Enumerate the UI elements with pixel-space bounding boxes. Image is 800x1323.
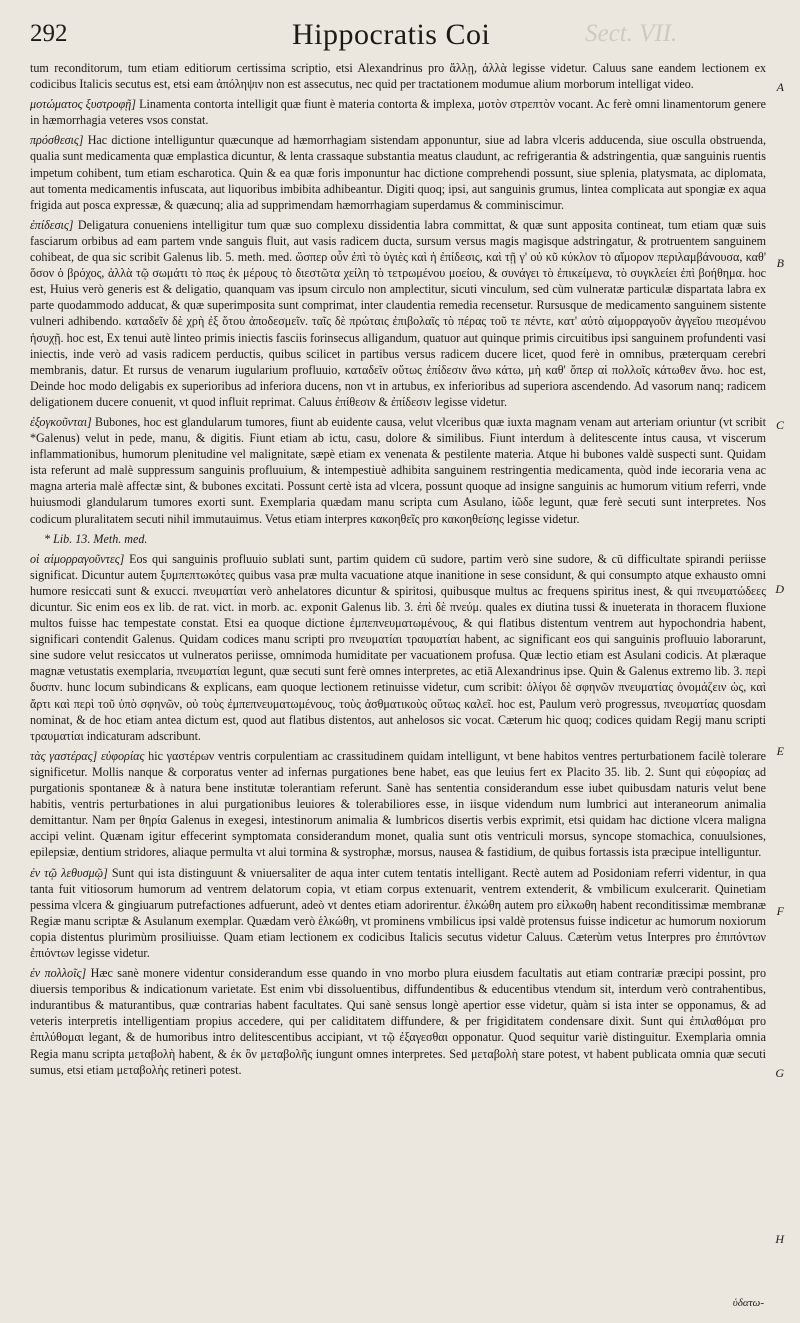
commentary-paragraph (30, 96, 766, 128)
commentary-paragraph (30, 132, 766, 212)
page-header (30, 14, 766, 60)
lemma: ἐν πολλοῖς] (30, 966, 87, 981)
margin-letter-c: C (775, 418, 784, 432)
paragraph-text: Deligatura conueniens intelligitur tum quæ suo complexu dissidentia labra committat, & quæ sunt apposita contineat, tum etiam quæ suis fasciarum orbibus ad eam partem vnde sanguis fluit, aut vasis radicem ducta, sursum versus magis magisque adstringatur, & protruentem sanguinem cohibeat, de qua sic scribit Galenus lib. 5. meth. med. ὥσπερ οὖν ἐπὶ τὸ ὑγιὲς καὶ ἡ ἐπίδεσις, καὶ τῇ γ' οὐ κῦ κύκλον τὸ αἵμορον περιλαμβάνουσα, καθ' ὅσον ὁ βρόχος, ἀλλὰ τῷ σωμάτι τὸ πως ἐκ μέρους τὸ διεστῶτα χείλη τὸ τετρωμένου μοείου, & συνάγει τὸ ἐπικείμενα, τὸ συγκλείει ἐπὶ βοήθημα. hoc est, Huius verò generis est & deligatio, quanquam vas ipsum circulo non amplectitur, sicuti vinculum, sed cùm vulneratæ particulæ dispartata labra ex parte quodammodo adducat, & quæ superimposita sunt comprimat, inter claudentia remedia recensetur. Rursusque de medicamento sanguinem sistente vulneri adhibendo. καταδεῖν δὲ χρὴ ἐξ ὅτου ἀποδεσμεῖν. ταῖς δὲ πρώταις ἐπιβολαῖς τὸ πέρας τοῦ τε πέντε, κατ' αὐτὸ αἱμορραγοῦν ἀγγεῖου πιεσμένου ἡσυχῇ. hoc est, Ex tenui autè linteo primis iniectis fasciis forinsecus alligandum, quatuor aut quinque primis circuitibus ipsi sanguinem profundenti vasi iniectis, inde verò ad vasis radicem perductis, quibus scilicet in partibus versus radicem ducere licet, quod ferè in omnibus, præterquam cerebri membranis, datur. Et rursus de venarum iugularium profluuio, καταδεῖν οὕτως ἐπίδεσιν ἄνω κάτω, μὴ καθ' ὅπερ αἱ πολλοῖς κάτωθεν ἄνω. hoc est, Deinde hoc modo deligabis ex superioribus ad inferiora ducens, non vt in artubus, ex inferioribus ad superiora ascendendo. Ad vasorum nanq; radicem deligationem ducere conuenit, vt quod influit reprimat. Caluus ἐπίθεσιν & ἐπίδεσιν legisse videtur. (30, 217, 766, 409)
margin-letter-e: E (776, 744, 784, 758)
lemma: πρόσθεσις] (30, 133, 84, 148)
paragraph-text: * Lib. 13. Meth. med. (44, 531, 148, 546)
running-title: Hippocratis Coi (292, 18, 491, 51)
margin-letter-f: F (776, 904, 784, 918)
paragraph-text: Hæc sanè monere videntur considerandum esse quando in vno morbo plura eiusdem facultatis aut etiam contrariæ præcipi possint, pro diuersis temporibus & indicationum varietate. Est enim vbi dissoluentibus, diffundentibus & educentibus vtendum sit, interdum verò contrahentibus, indurantibus & maturantibus, quæ contrarias habent facultates. Qui sanè sensus longè apertior esse videtur, quàm si ista inter se opponamus, & ad veteris interpretis intelligentiam propius accedere, qui per caliditatem diffundere, & per frigiditatem condensare dixit. Sunt qui ἐπιλαθόμαι pro ἐπιλύθομαι legant, & de humoribus intro delitescentibus accipiant, vt τῷ ἐξαγεσθαι opponatur. Quod sequitur variè distinguitur. Exemplaria omnia Regia manu scripta μεταβολὴ habent, & ἐκ ὃν μεταβολῆς iungunt omnes interpretes. Sed μεταβολὴ stare potest, vt habent publicata omnia quæ secuti sumus, etsi etiam μεταβολὴς retineri potest. (30, 966, 767, 1077)
commentary-paragraph (30, 965, 766, 1078)
show-through-title: Sect. VII. (585, 20, 678, 47)
margin-letter-b: B (776, 256, 784, 270)
catchword: ὑδατω- (732, 1297, 764, 1309)
commentary-paragraph (30, 748, 766, 861)
commentary-paragraph (30, 551, 766, 744)
paragraph-text: Bubones, hoc est glandularum tumores, fiunt ab euidente causa, velut vlceribus quæ iuxta magnam venam aut arteriam oriuntur (vt scribit *Galenus) velut in pede, manu, & digitis. Fiunt etiam ab ictu, casu, dolore & similibus. Fiunt interdum à delitescente intus causa, vt viscerum inflammationibus, humorum plenitudine vel malignitate, sæpè etiam ex venenata & pestilente materia. Atque hi bubones valdè suspecti sunt. Quidam ista referunt ad malè suppressum sanguinis profluuium, & intempestiuè adhibita sanguinem restringentia medicamenta, quòd inde iecoraria vena ac magna arteria malè affectæ sint, & bubones excitati. Possunt certè ista ad vlcera, possunt quoque ad insigne sanguinis ac humorum vitium referri, vnde huiusmodi glandularum tumores exorti sunt. Exemplaria quædam manu scripta cum Asulano, ἰῶδε legunt, quæ ferè secuti sunt interpretes. Nos codicum pluralitatem secuti nihil immutauimus. Vetus etiam interpres κακοηθεῖς pro κακοηθείσης legisse videtur. (30, 414, 766, 526)
margin-letter-g: G (775, 1066, 784, 1080)
paragraph-text: Eos qui sanguinis profluuio sublati sunt, partim quidem cū sudore, partim verò sine sudore, & cū difficultate spirandi periisse significat. Dicuntur autem ξυμπεπτωκότες quibus vasa præ multa vacuatione atque inanitione in sese considunt, & qui consumpto atque exhausto omni humore resiccati sunt & exucci. πνευματίαι verò anhelatores dicuntur & spiritosi, quibusque multus ac frequens spiritus inest, & qui πνευματώδεες dicuntur. Sic enim eos ex lib. de rat. vict. in morb. ac. exponit Galenus lib. 3. ἐπὶ δὲ πνεύμ. quales ex diutina tussi & inueterata in thoracem fluxione multos fuisse hac tempestate constat. Etsi ea quoque dictione ἐμπεπνευματωμένους, & qui flatibus distentum ventrem aut hypochondria habent, significari contendit Galenus. Quidam codices manu scripti pro πνευματίαι τραυματίαι habent, ac significant eos qui sanguinis profluuio laborarunt, sine sudore velut resiccatos ut vulneratos periisse, omnimoda humiditate per vacuationem profusa. Quæ lectio etiam est Asulani codicis. At plæraque magnæ vetustatis exemplaria, πνευματίαι legunt, quæ secuti sunt ferè omnes interpretes, ac etiā Alexandrinus ipse. Quin & Galenus extremo lib. 3. περὶ δυσπν. hunc locum subindicans & explicans, eam quoque lectionem retinuisse videtur, cum scribit: ὀλίγοι δὲ σφηνῶν πνευματίας ὀνομάζειν ὡς, καὶ ἄρτι καὶ περὶ τοῦ ὑπὸ σφηνῶν, οὐ τοὺς ἐμπεπνευματωμένους, τοὺς ἀσθματικοὺς οὕτως καλεῖ. hoc est, Paulum verò progressus, πνευματίας quosdam nominat, & de hoc etiam antea dictum est, quod aut flatibus distentos, aut anhelosos sic vocat. Cæterum hic quoq; codices quidam Regij manu scripti τραυματίαι indicaturam adscribunt. (30, 551, 766, 743)
margin-letter-d: D (775, 582, 784, 596)
margin-letter-a: A (776, 80, 784, 94)
commentary-body (30, 60, 766, 1078)
margin-letter-h: H (775, 1232, 784, 1246)
lemma: ἐπίδεσις] (30, 217, 74, 232)
paragraph-text: Linamenta contorta intelligit quæ fiunt è materia contorta & implexa, μοτὸν στρεπτὸν vocant. Ac ferè omni linamentorum genere in hæmorrhagia veteres vsos constat. (30, 97, 766, 128)
commentary-paragraph (30, 865, 766, 962)
commentary-paragraph (30, 414, 766, 527)
paragraph-text: Hac dictione intelliguntur quæcunque ad hæmorrhagiam sistendam apponuntur, siue ad labra vlceris adducenda, siue osculla obstruenda, qualia sunt medicamenta quæ emplastica dicuntur, & lenta crassaque substantia meatus claudunt, ac refrigerantia & adstringentia, quæ sanguinis ruentis impetum cohibent, tum etiam escharotica. Quin & ea quæ foris imponuntur hac dictione comprehendi possunt, siue splenia, platysmata, ac diplomata, aut tomenta medicamentis infuscata, aut liquoribus imbibita adhibeantur. Digiti quoq; ipsi, aut sanguinis grumus, lintea complicata aut spongiæ ex aqua frigida aut posca expressæ, & quæcunq; alia ad supprimendam hæmorrhagiam superdamus & comminiscimur. (30, 133, 766, 212)
lemma: τὰς γαστέρας] εὐφορίας (30, 748, 145, 763)
reference-note (44, 531, 766, 547)
lemma: ἐν τῷ λεθυσμῷ] (30, 865, 108, 880)
lemma: ἐξογκοῦνται] (30, 414, 92, 429)
paragraph-text: hic γαστέρων ventris corpulentiam ac crassitudinem quidam intelligunt, vt bene habitos ventres perturbationem facilè tolerare significetur. Mollis nanque & corporatus venter ad infernas purgationes bene habet, eas que leuius fert ex Placito 35. lib. 2. Sunt qui εὐφορίας ad purgationis spontaneæ & à natura bene institutæ tolerantiam referunt. Sanè has sententia considerandum esse iubet quibusdam naturis velut bene habitis, ventris perturbationes in alui purgationibus leuiores & tolerabiliores esse, in iisque videndum num lumbrici aut interaneorum animalia demittantur. Nam per θηρία Galenus in exegesi, intestinorum animalia & lumbricos disertis verbis exprimit, etsi quidam hac dictione vlcera maligna accipi velint. Quænam igitur effecerint symptomata considerandum monet, qualia sunt otis ventriculi morsus, syncope stomachica, conuulsiones, epilepsiæ, dentium stridores, aliaque permulta vt alui tormina & systrophæ, morsus, nausea & fastidium, de quibus fortassis ista præcipue intelliguntur. (30, 748, 766, 860)
paragraph-text: tum reconditorum, tum etiam editiorum certissima scriptio, etsi Alexandrinus pro ἄλλῃ, ἀλλὰ legisse videtur. Caluus sane eandem lectionem ex codicibus Italicis secutus est, etsi eam ἀπόληψιν non est assecutus, nec quid per tractationem modumue alium morborum intelligat video. (30, 61, 766, 92)
commentary-paragraph (30, 60, 766, 92)
commentary-paragraph (30, 217, 766, 410)
paragraph-text: Sunt qui ista distinguunt & vniuersaliter de aqua inter cutem tentatis intelligant. Rectè autem ad Posidoniam referri videntur, in qua tanta fuit vitiosorum humorum ad ventrem delatorum copia, vt etiam corpus extenuarit, ventrem extenderit, & vmbilicum exulcerarit. Quinetiam pessima vlcera & gingiuarum putrefactiones adfuerunt, adeò vt dentes etiam adorirentur. ἑλκώθη autem pro εἰλκωθη habent reconditissimæ membranæ Regiæ manu scriptæ & Asulanum exemplar. Quædam verò ἑλκώθη, vt prominens vmbilicus ipsi valdè protensus fuisse indicetur ac humorum noxiorum copia distentus plurimùm prosiliuisse. Quam etiam lectionem ex codicibus Italicis secutus videtur Caluus. Cæterùm vetus Interpres pro ἐπιπόντων ἐπιόντων legisse videtur. (30, 865, 766, 960)
lemma: μοτώματος ξυστροφῇ] (30, 97, 136, 112)
lemma: οἱ αἱμορραγοῦντες] (30, 551, 125, 566)
page-number: 292 (30, 20, 68, 47)
